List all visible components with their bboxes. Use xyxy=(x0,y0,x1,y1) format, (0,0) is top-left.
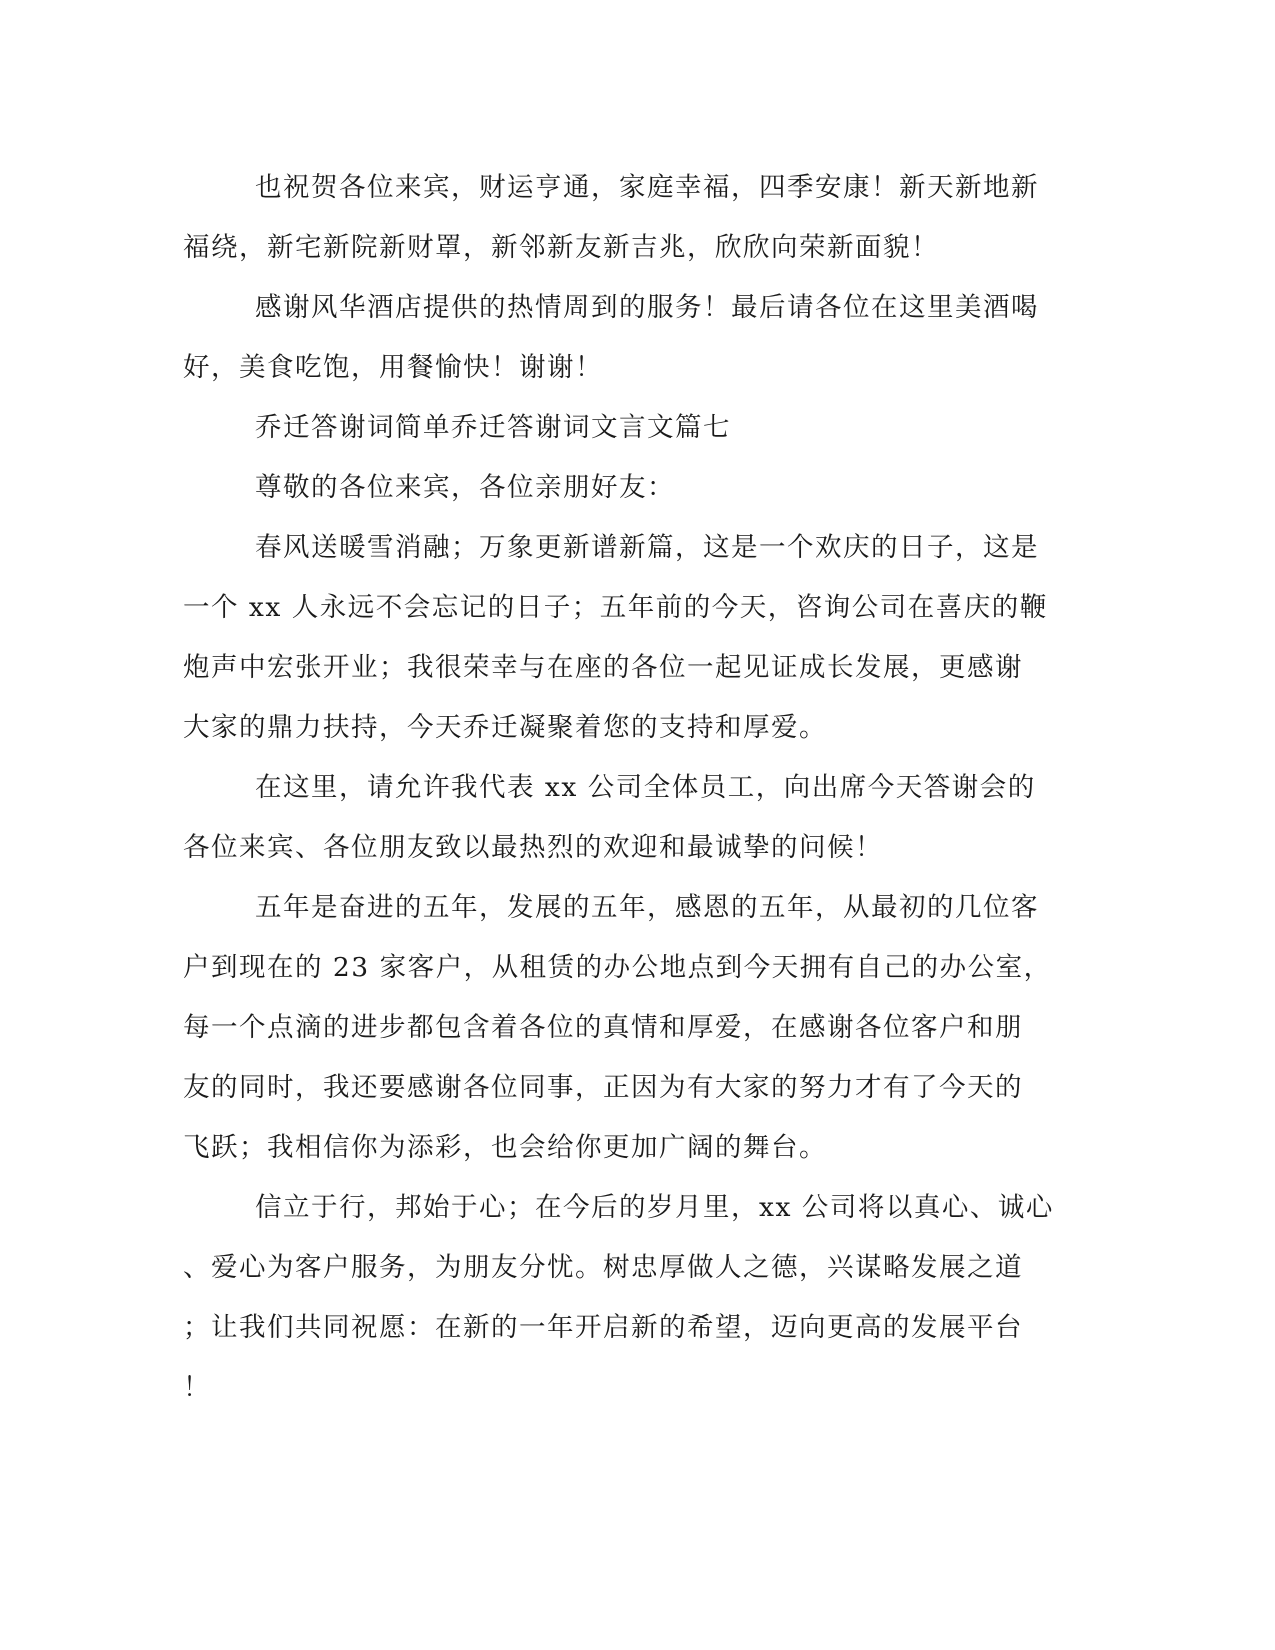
text-line: 感谢风华酒店提供的热情周到的服务！最后请各位在这里美酒喝 xyxy=(255,292,1039,323)
text-line: 大家的鼎力扶持，今天乔迁凝聚着您的支持和厚爱。 xyxy=(183,712,827,743)
text-line: 春风送暖雪消融；万象更新谱新篇，这是一个欢庆的日子，这是 xyxy=(255,532,1039,563)
text-line: 信立于行，邦始于心；在今后的岁月里，xx 公司将以真心、诚心 xyxy=(255,1192,1054,1223)
text-line: 每一个点滴的进步都包含着各位的真情和厚爱，在感谢各位客户和朋 xyxy=(183,1012,1023,1043)
text-line: 福绕，新宅新院新财罩，新邻新友新吉兆，欣欣向荣新面貌！ xyxy=(183,232,939,263)
salutation: 尊敬的各位来宾，各位亲朋好友： xyxy=(255,472,675,503)
text-line: 友的同时，我还要感谢各位同事，正因为有大家的努力才有了今天的 xyxy=(183,1072,1023,1103)
text-line: ！ xyxy=(183,1372,211,1403)
text-line: 一个 xx 人永远不会忘记的日子；五年前的今天，咨询公司在喜庆的鞭 xyxy=(183,592,1048,623)
text-line: 飞跃；我相信你为添彩，也会给你更加广阔的舞台。 xyxy=(183,1132,827,1163)
section-heading: 乔迁答谢词简单乔迁答谢词文言文篇七 xyxy=(255,412,731,443)
text-line: 也祝贺各位来宾，财运亨通，家庭幸福，四季安康！新天新地新 xyxy=(255,172,1039,203)
document-body xyxy=(183,158,1054,1418)
text-line: 在这里，请允许我代表 xx 公司全体员工，向出席今天答谢会的 xyxy=(255,772,1036,803)
text-line: ；让我们共同祝愿：在新的一年开启新的希望，迈向更高的发展平台 xyxy=(183,1312,1023,1343)
text-line: 好，美食吃饱，用餐愉快！谢谢！ xyxy=(183,352,603,383)
text-line: 各位来宾、各位朋友致以最热烈的欢迎和最诚挚的问候！ xyxy=(183,832,883,863)
text-line: 、爱心为客户服务，为朋友分忧。树忠厚做人之德，兴谋略发展之道 xyxy=(183,1252,1023,1283)
text-line: 炮声中宏张开业；我很荣幸与在座的各位一起见证成长发展，更感谢 xyxy=(183,652,1023,683)
text-line: 户到现在的 23 家客户，从租赁的办公地点到今天拥有自己的办公室， xyxy=(183,952,1052,983)
text-line: 五年是奋进的五年，发展的五年，感恩的五年，从最初的几位客 xyxy=(255,892,1039,923)
